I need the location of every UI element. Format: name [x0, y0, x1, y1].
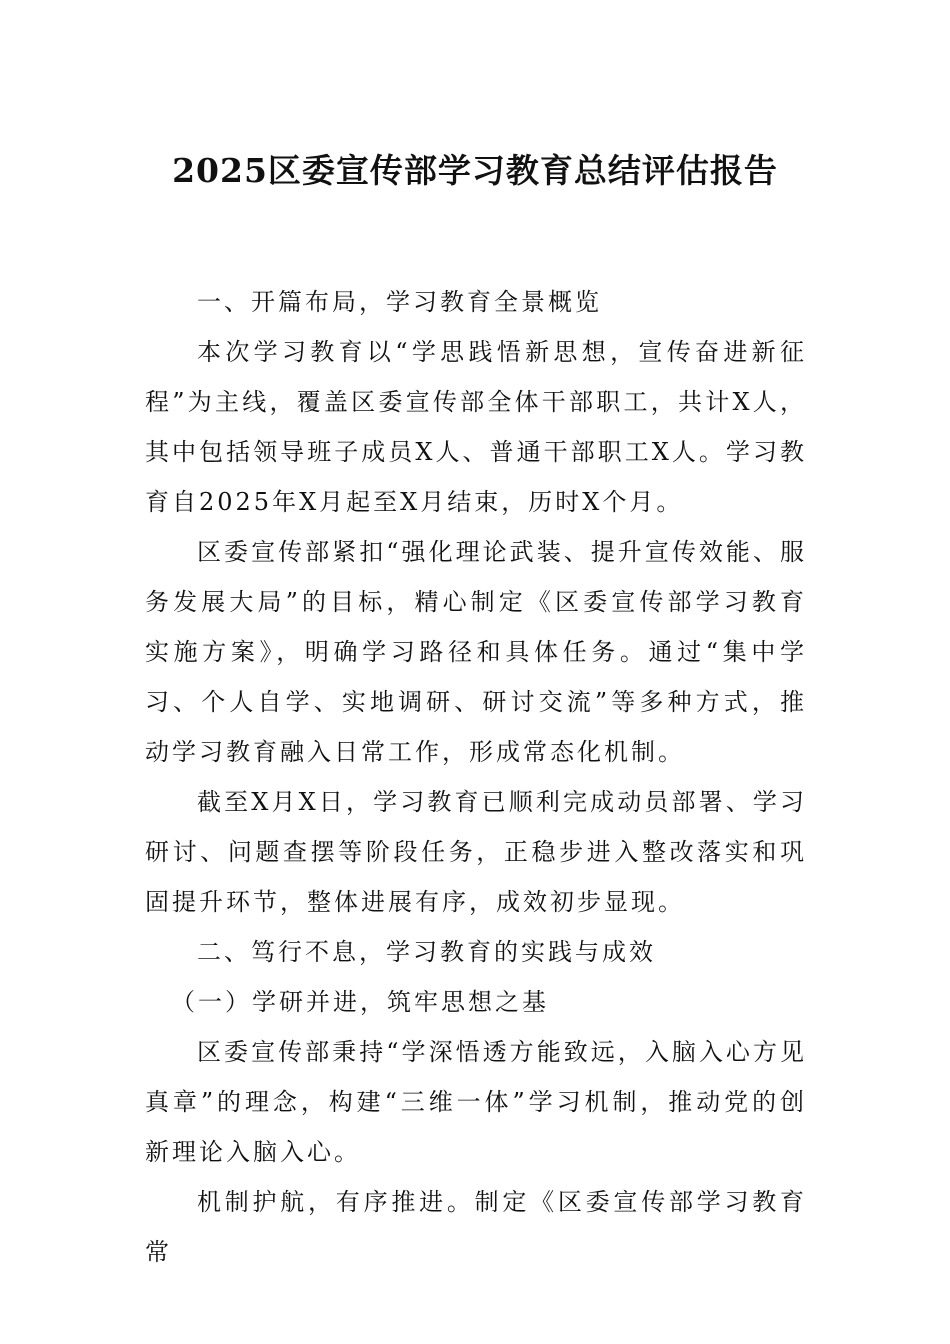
- document-title: 2025区委宣传部学习教育总结评估报告: [172, 151, 778, 190]
- paragraph-progress: 截至X月X日，学习教育已顺利完成动员部署、学习研讨、问题查摆等阶段任务，正稳步进入整改落实和巩固提升环节，整体进展有序，成效初步显现。: [145, 788, 807, 916]
- paragraph-plan: 区委宣传部紧扣“强化理论武装、提升宣传效能、服务发展大局”的目标，精心制定《区委宣传部学习教育实施方案》，明确学习路径和具体任务。通过“集中学习、个人自学、实地调研、研讨交流”等多种方式，推动学习教育融入日常工作，形成常态化机制。: [145, 538, 807, 766]
- paragraph-continued: 机制护航，有序推进。制定《区委宣传部学习教育常: [145, 1188, 807, 1266]
- subsection-heading-1: （一）学研并进，筑牢思想之基: [171, 988, 549, 1016]
- document-body: [145, 277, 807, 1277]
- paragraph-mechanism: 区委宣传部秉持“学深悟透方能致远，入脑入心方见真章”的理念，构建“三维一体”学习机制，推动党的创新理论入脑入心。: [145, 1038, 807, 1166]
- section-heading-1: 一、开篇布局，学习教育全景概览: [197, 288, 602, 316]
- section-heading-2: 二、笃行不息，学习教育的实践与成效: [197, 938, 656, 966]
- paragraph-overview: 本次学习教育以“学思践悟新思想，宣传奋进新征程”为主线，覆盖区委宣传部全体干部职工，共计X人，其中包括领导班子成员X人、普通干部职工X人。学习教育自2025年X月起至X月结束，历时X个月。: [145, 338, 807, 516]
